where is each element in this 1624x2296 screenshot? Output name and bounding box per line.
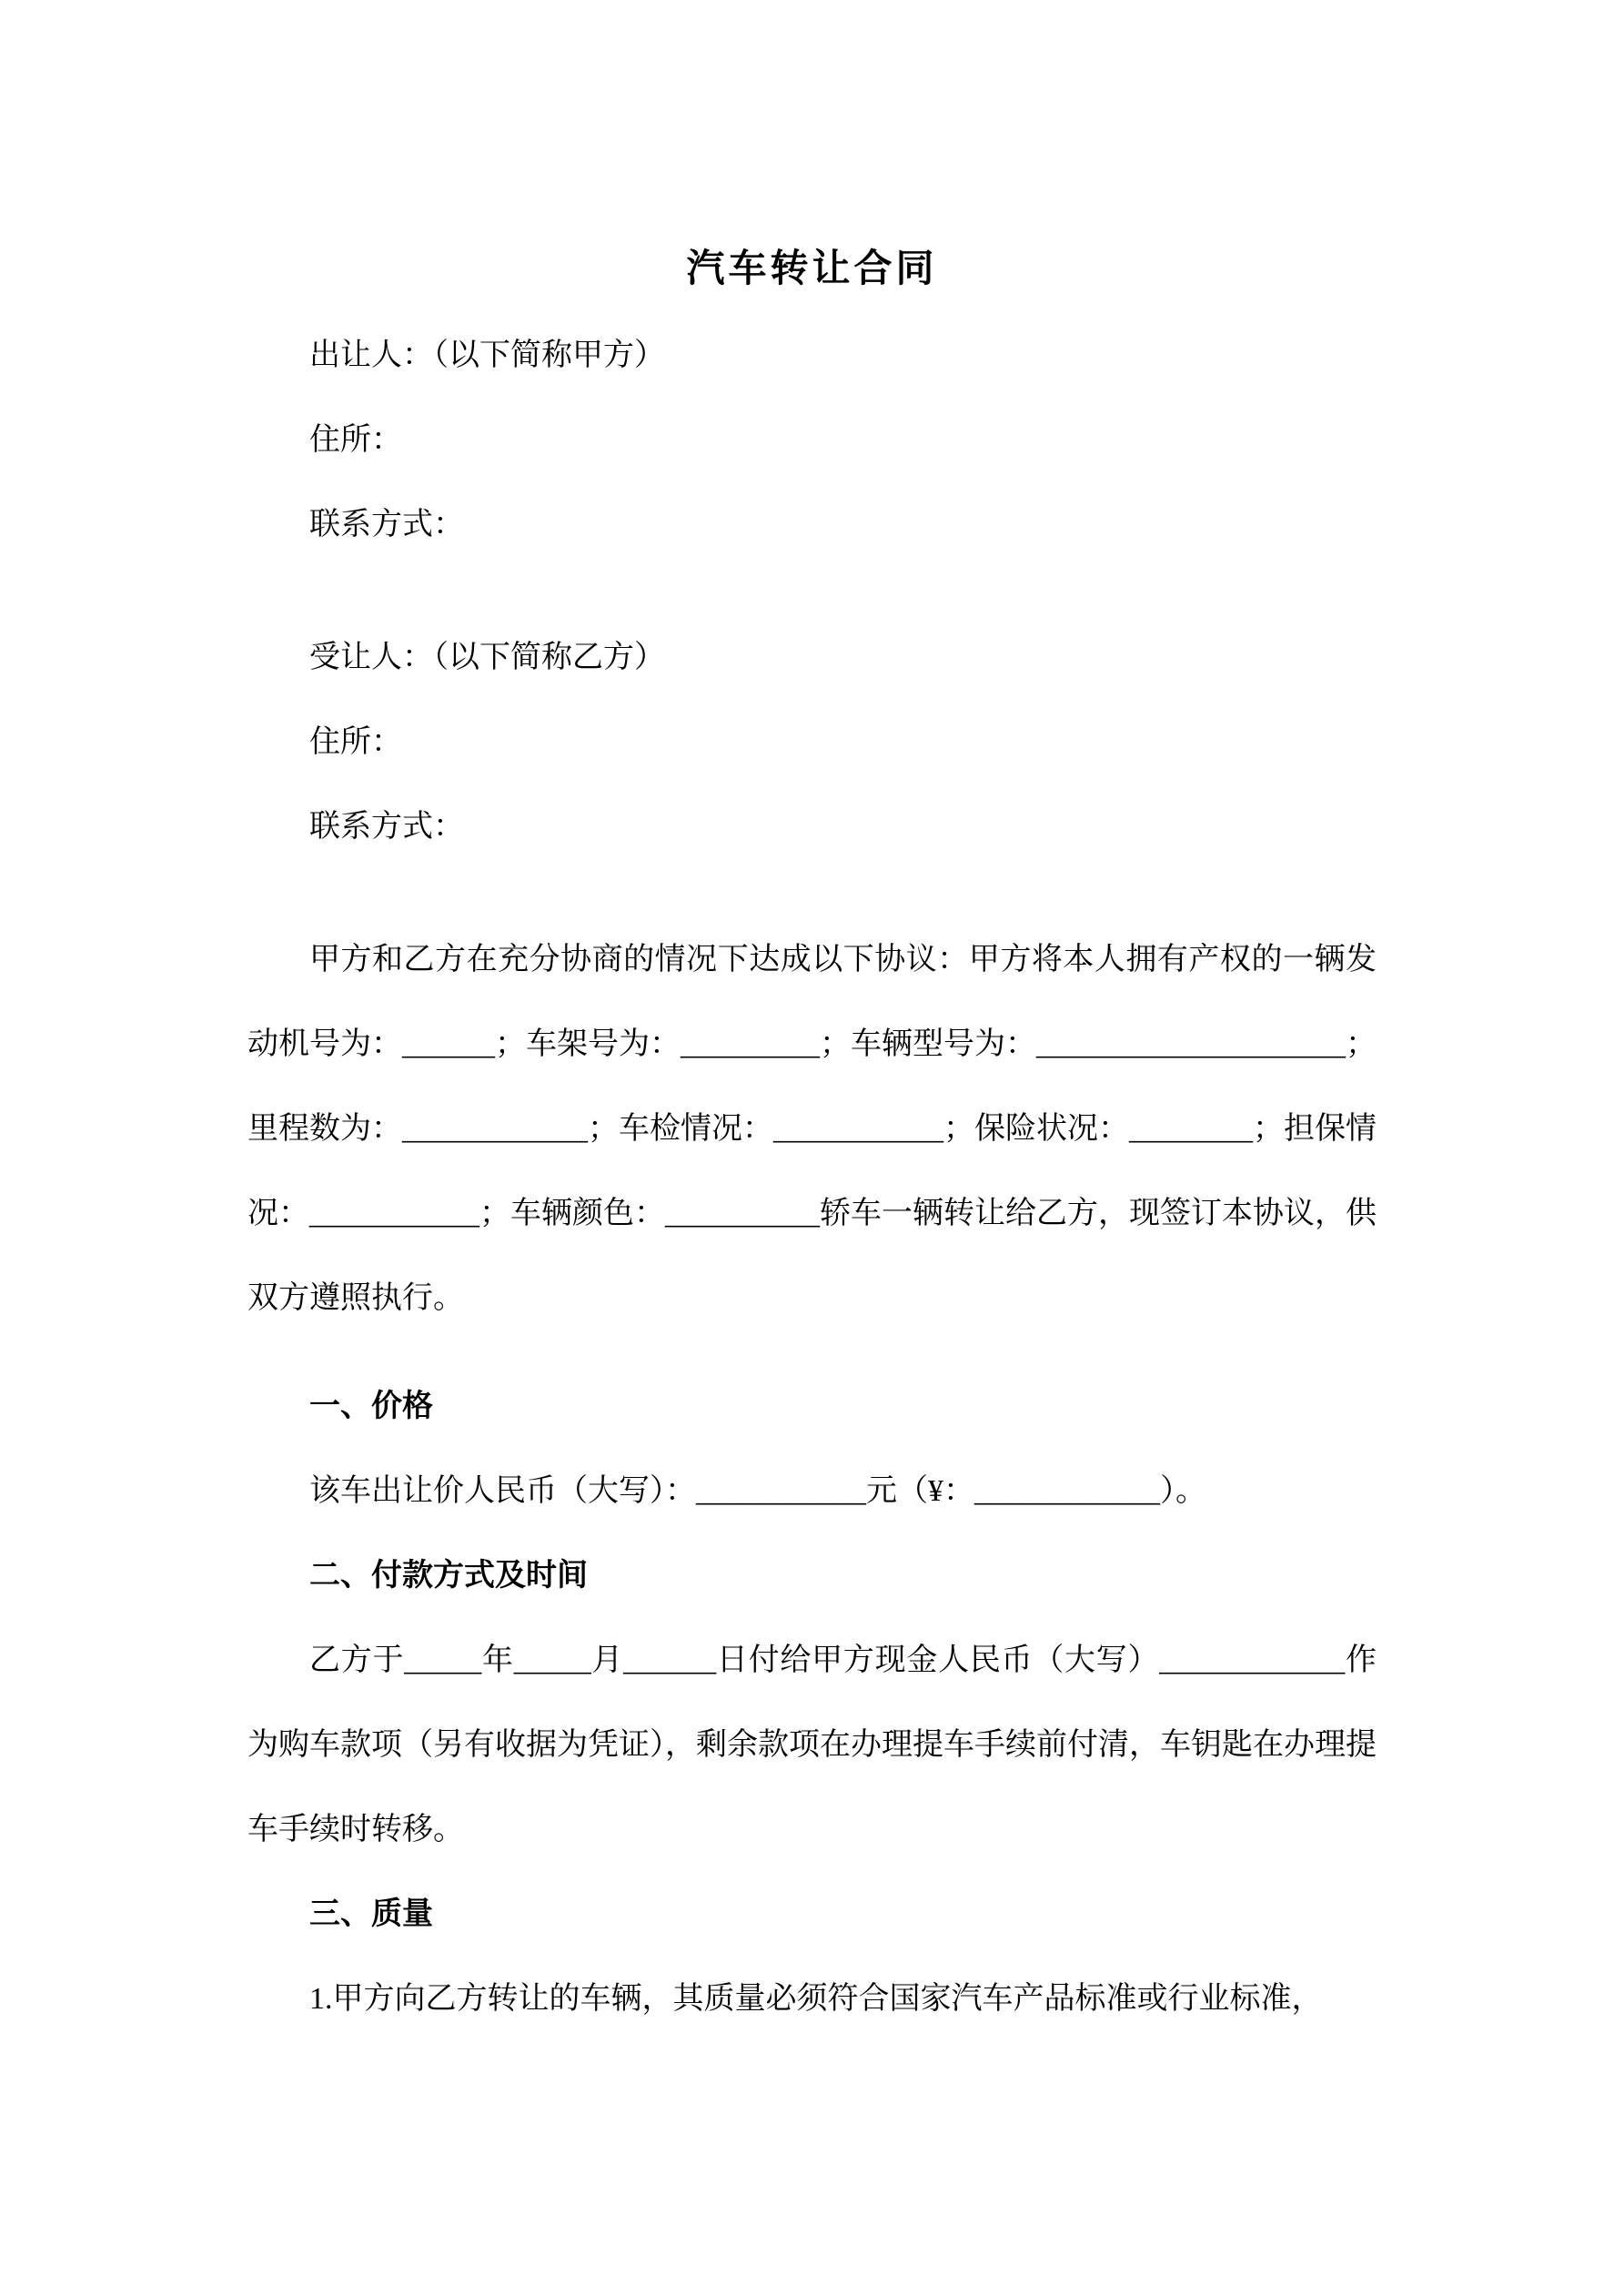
section-2-body: 乙方于_____年_____月______日付给甲方现金人民币（大写）____________作为购车款项（另有收据为凭证），剩余款项在办理提车手续前付清，车钥匙在办理提车手续时转移。 xyxy=(247,1644,1377,1846)
transferor-address-line: 住所： xyxy=(309,423,402,457)
transferee-name-line: 受让人：（以下简称乙方） xyxy=(309,641,665,674)
contract-preamble: 甲方和乙方在充分协商的情况下达成以下协议：甲方将本人拥有产权的一辆发动机号为：______；车架号为：_________；车辆型号为：____________________；里程数为：____________；车检情况：___________；保险状况：________；担保情况：___________；车辆颜色：__________轿车一辆转让给乙方，现签订本协议，供双方遵照执行。 xyxy=(247,943,1377,1315)
contract-title: 汽车转让合同 xyxy=(686,248,938,290)
section-1-heading: 一、价格 xyxy=(309,1390,433,1423)
section-1-body: 该车出让价人民币（大写）：___________元（¥：____________）。 xyxy=(309,1474,1206,1508)
transferee-address-line: 住所： xyxy=(309,725,402,759)
section-3-body: 1.甲方向乙方转让的车辆，其质量必须符合国家汽车产品标准或行业标准， xyxy=(309,1982,1323,2016)
section-2-heading: 二、付款方式及时间 xyxy=(309,1559,588,1593)
transferor-contact-line: 联系方式： xyxy=(309,508,464,541)
transferor-name-line: 出让人：（以下简称甲方） xyxy=(309,339,665,372)
transferee-contact-line: 联系方式： xyxy=(309,810,464,844)
section-3-heading: 三、质量 xyxy=(309,1897,433,1931)
